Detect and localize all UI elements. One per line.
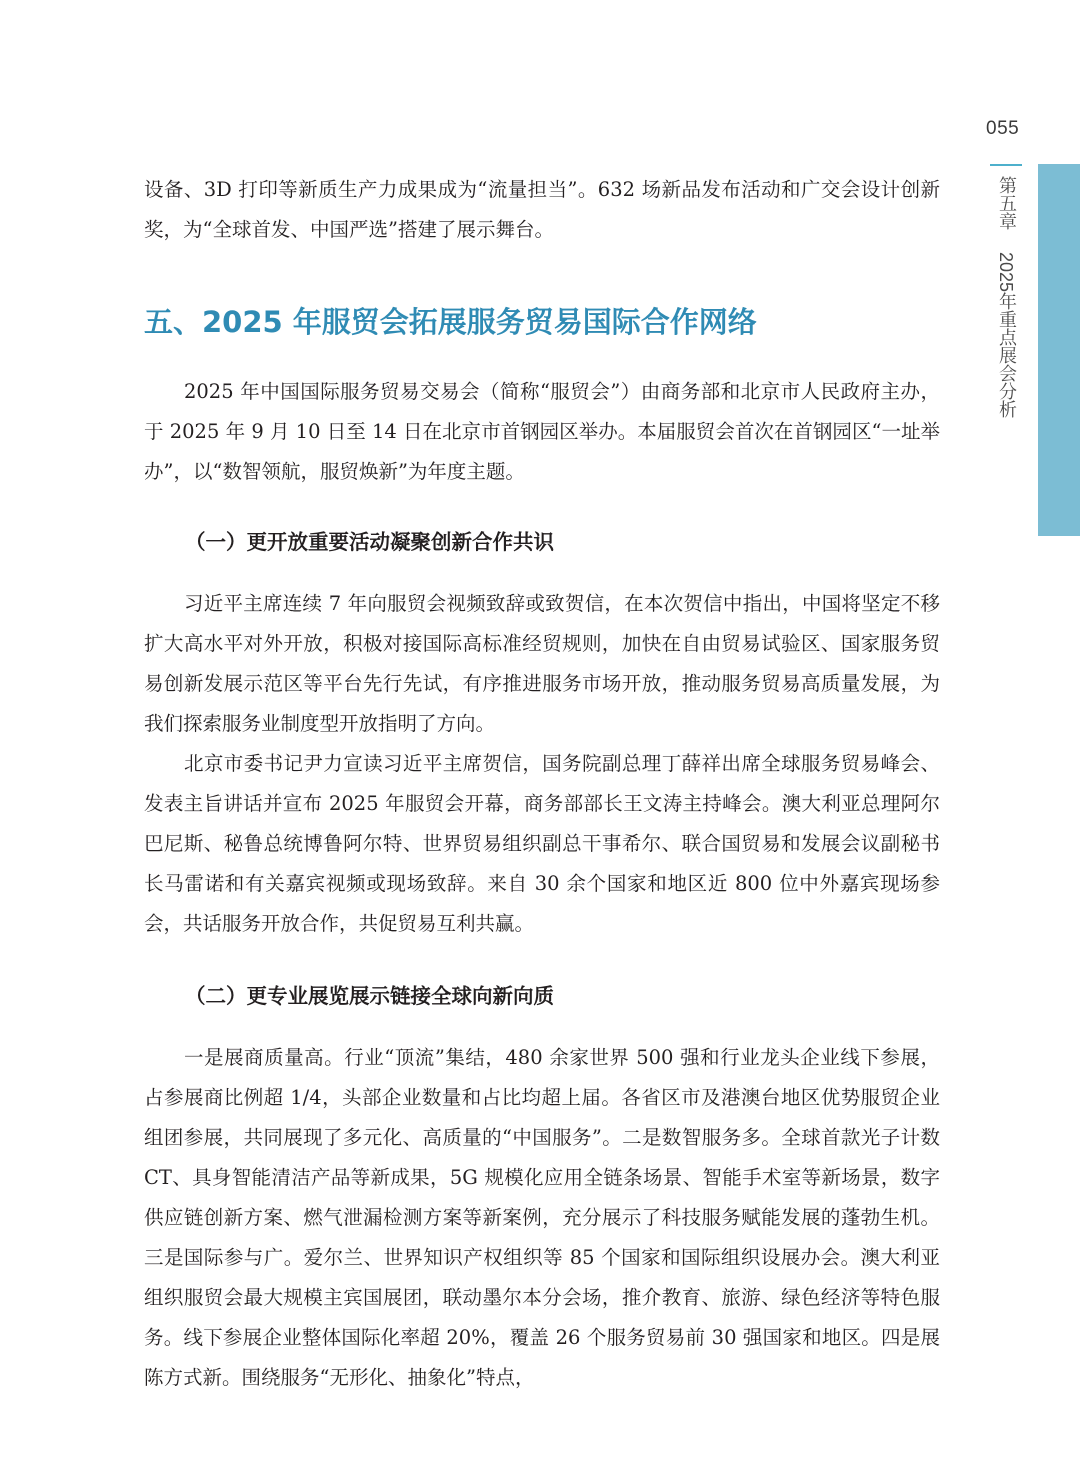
subsection-2-paragraph-1: 一是展商质量高。行业“顶流”集结，480 余家世界 500 强和行业龙头企业线下参展，占参展商比例超 1/4，头部企业数量和占比均超上届。各省区市及港澳台地区优势服贸企业组团参展，共同展现了多元化、高质量的“中国服务”。二是数智服务多。全球首款光子计数 CT、具身智能清洁产品等新成果，5G 规模化应用全链条场景、智能手术室等新场景，数字供应链创新方案、燃气泄漏检测方案等新案例，充分展示了科技服务赋能发展的蓬勃生机。三是国际参与广。爱尔兰、世界知识产权组织等 85 个国家和国际组织设展办会。澳大利亚组织服贸会最大规模主宾国展团，联动墨尔本分会场，推介教育、旅游、绿色经济等特色服务。线下参展企业整体国际化率超 20%，覆盖 26 个服务贸易前 30 强国家和地区。四是展陈方式新。围绕服务“无形化、抽象化”特点， [144, 1046, 940, 1389]
section-paragraph: 2025 年中国国际服务贸易交易会（简称“服贸会”）由商务部和北京市人民政府主办，于 2025 年 9 月 10 日至 14 日在北京市首钢园区举办。本届服贸会首次在首钢园区“一址举办”，以“数智领航，服贸焕新”为年度主题。 [144, 380, 940, 483]
page-number: 055 [986, 118, 1020, 139]
subsection-1-title: （一）更开放重要活动凝聚创新合作共识 [185, 530, 554, 554]
chapter-title-year: 2025 [996, 252, 1016, 293]
intro-paragraph: 设备、3D 打印等新质生产力成果成为“流量担当”。632 场新品发布活动和广交会设计创新奖，为“全球首发、中国严选”搭建了展示舞台。 [144, 178, 940, 241]
chapter-title-text: 年重点展会分析 [996, 292, 1017, 419]
header-divider [990, 164, 1022, 166]
subsection-2-title: （二）更专业展览展示链接全球向新向质 [185, 984, 554, 1008]
section-title: 五、2025 年服贸会拓展服务贸易国际合作网络 [144, 305, 757, 339]
chapter-tab [1038, 164, 1080, 536]
chapter-running-head [994, 176, 1018, 418]
chapter-label: 第五章 [996, 176, 1017, 230]
subsection-1-paragraph-2: 北京市委书记尹力宣读习近平主席贺信，国务院副总理丁薛祥出席全球服务贸易峰会、发表主旨讲话并宣布 2025 年服贸会开幕，商务部部长王文涛主持峰会。澳大利亚总理阿尔巴尼斯、秘鲁总统博鲁阿尔特、世界贸易组织副总干事希尔、联合国贸易和发展会议副秘书长马雷诺和有关嘉宾视频或现场致辞。来自 30 余个国家和地区近 800 位中外嘉宾现场参会，共话服务开放合作，共促贸易互利共赢。 [144, 752, 940, 935]
page-body [144, 170, 940, 1398]
subsection-1-paragraph-1: 习近平主席连续 7 年向服贸会视频致辞或致贺信，在本次贺信中指出，中国将坚定不移扩大高水平对外开放，积极对接国际高标准经贸规则，加快在自由贸易试验区、国家服务贸易创新发展示范区等平台先行先试，有序推进服务市场开放，推动服务贸易高质量发展，为我们探索服务业制度型开放指明了方向。 [144, 592, 940, 735]
